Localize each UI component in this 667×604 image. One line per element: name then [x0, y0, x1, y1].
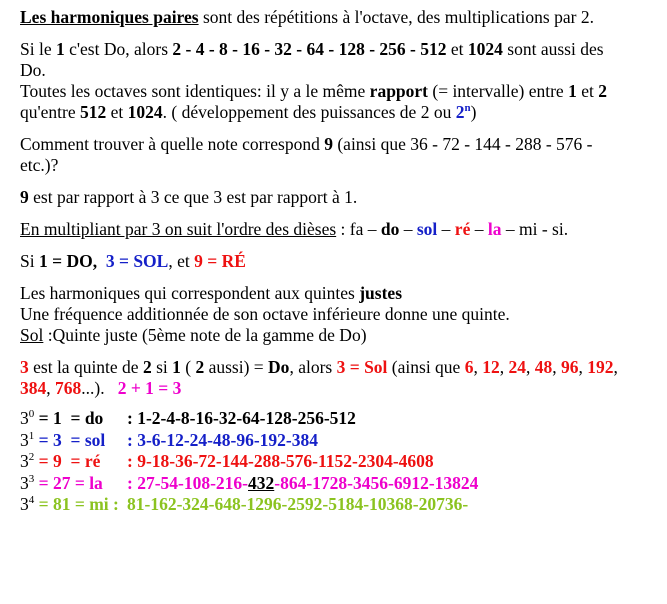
power-result: = 3 = sol: [34, 429, 106, 450]
text: et: [106, 102, 128, 122]
equation-do: 1 = DO,: [38, 251, 98, 271]
text: , alors: [289, 357, 337, 377]
equation-re: 9 = RÉ: [194, 251, 246, 271]
word-rapport: rapport: [369, 81, 428, 101]
power-sequence: -864-1728-3456-6912-13824: [274, 472, 479, 493]
text: sont aussi des Do.: [20, 39, 604, 80]
powers-of-three-list: [20, 408, 632, 516]
text: Si le: [20, 39, 56, 59]
text: –: [437, 219, 455, 239]
text: . ( développement des puissances de 2 ou: [162, 102, 456, 122]
number-1024: 1024: [467, 39, 503, 59]
text: (ainsi que 36 - 72 - 144 - 288 - 576 - etc.)?: [20, 134, 593, 175]
power-exponent: 1: [28, 429, 35, 442]
text: Toutes les octaves sont identiques: il y a le même: [20, 81, 370, 101]
power-exponent: 4: [28, 494, 35, 507]
paragraph-quinte-sol: 3 est la quinte de 2 si 1 ( 2 aussi) = Do, alors 3 = Sol (ainsi que 6, 12, 24, 48, 96, 192, 384, 768...). 2 + 1 = 3: [20, 357, 618, 398]
power-base: 3: [20, 429, 29, 450]
text: aussi) =: [204, 357, 269, 377]
text: –: [470, 219, 488, 239]
text: :Quinte juste (5ème note de la gamme de Do): [43, 325, 367, 345]
text: Les harmoniques qui correspondent aux quintes: [20, 283, 360, 303]
underlined-text: En multipliant par 3 on suit l'ordre des dièses: [20, 219, 337, 239]
sol-number: 12: [482, 357, 500, 377]
power-sequence: : 1-2-4-8-16-32-64-128-256-512: [127, 408, 356, 428]
power-base: 3: [20, 494, 29, 514]
word-sol: Sol: [20, 325, 44, 345]
power-base: 2: [455, 102, 465, 122]
text: ...).: [81, 378, 118, 398]
power-row-4: [20, 494, 632, 516]
note-la: la: [487, 219, 502, 239]
power-sequence: 81-162-324-648-1296-2592-5184-10368-20736-: [127, 494, 469, 514]
text: sont des répétitions à l'octave, des multiplications par 2.: [198, 7, 594, 27]
sol-number: 768: [55, 378, 82, 398]
power-base: 3: [20, 451, 29, 471]
number-three: 3: [20, 357, 29, 377]
text: est la quinte de: [28, 357, 143, 377]
power-equation: [20, 473, 127, 495]
power-base: 3: [20, 408, 29, 428]
text: et: [576, 81, 599, 101]
sum-equation: 2 + 1 = 3: [117, 378, 182, 398]
power-equation: [20, 494, 127, 516]
text: (: [180, 357, 196, 377]
number-nine: 9: [20, 187, 29, 207]
number-512: 512: [80, 102, 107, 122]
text: ): [470, 102, 477, 122]
power-result: = 1 = do: [34, 408, 104, 428]
power-sequence: : 27-54-108-216-: [127, 472, 249, 493]
text: si: [151, 357, 173, 377]
text: Si: [20, 251, 39, 271]
equation-sol: 3 = SOL: [105, 251, 169, 271]
paragraph-harmoniques-paires: [20, 7, 632, 28]
text: c'est Do, alors: [64, 39, 173, 59]
power-exponent: 2: [28, 451, 35, 464]
heading-harmoniques-paires: Les harmoniques paires: [20, 7, 199, 27]
note-re: ré: [454, 219, 471, 239]
number-one: 1: [568, 81, 577, 101]
power-row-0: [20, 408, 632, 430]
paragraph-octaves: [20, 39, 632, 123]
power-result: = 9 = ré: [34, 451, 101, 471]
number-two: 2: [598, 81, 607, 101]
text: Une fréquence additionnée de son octave inférieure donne une quinte.: [20, 304, 510, 324]
text: et: [446, 39, 468, 59]
text: (= intervalle) entre: [428, 81, 569, 101]
number-1024: 1024: [127, 102, 163, 122]
paragraph-notes-eq: [20, 251, 632, 272]
paragraph-quintes: [20, 283, 632, 346]
sol-number: 6: [464, 357, 474, 377]
text: : fa –: [336, 219, 381, 239]
power-row-2: [20, 451, 632, 473]
highlighted-432: 432: [248, 472, 275, 493]
power-result: = 27 = la: [34, 472, 103, 493]
sol-number: 96: [560, 357, 579, 377]
power-equation: [20, 408, 127, 430]
text: –: [399, 219, 417, 239]
text: (ainsi que: [387, 357, 465, 377]
number-two: 2: [142, 357, 152, 377]
note-sol: sol: [416, 219, 438, 239]
number-one: 1: [172, 357, 181, 377]
power-equation: [20, 451, 127, 473]
power-exponent: n: [464, 102, 471, 115]
sol-number: 192: [587, 357, 614, 377]
text: Comment trouver à quelle note correspond: [20, 134, 325, 154]
number-one: 1: [55, 39, 65, 59]
note-do: Do: [268, 357, 290, 377]
text: qu'entre: [20, 102, 81, 122]
power-result: = 81 = mi :: [34, 494, 119, 514]
text: , et: [168, 251, 195, 271]
power-row-1: [20, 430, 632, 452]
document-body: [20, 7, 632, 516]
number-two: 2: [195, 357, 205, 377]
paragraph-rapport: [20, 187, 632, 208]
paragraph-question: [20, 134, 632, 176]
text: est par rapport à 3 ce que 3 est par rapport à 1.: [28, 187, 358, 207]
number-nine: 9: [324, 134, 333, 154]
power-base: 3: [20, 472, 29, 493]
power-equation: [20, 430, 127, 452]
power-sequence: : 9-18-36-72-144-288-576-1152-2304-4608: [127, 451, 434, 471]
power-row-3: [20, 473, 632, 495]
paragraph-dieses: [20, 219, 632, 240]
text: [97, 251, 106, 271]
power-sequence: : 3-6-12-24-48-96-192-384: [127, 429, 318, 450]
note-do: do: [380, 219, 400, 239]
sol-number: 384: [20, 378, 47, 398]
text: – mi - si.: [501, 219, 569, 239]
sol-number: 48: [534, 357, 553, 377]
power-exponent: 3: [28, 472, 35, 485]
equation-sol: 3 = Sol: [336, 357, 388, 377]
sol-number: 24: [508, 357, 526, 377]
octave-sequence: 2 - 4 - 8 - 16 - 32 - 64 - 128 - 256 - 512: [172, 39, 447, 59]
word-justes: justes: [359, 283, 403, 303]
power-of-two: [456, 102, 471, 122]
power-exponent: 0: [28, 408, 35, 421]
